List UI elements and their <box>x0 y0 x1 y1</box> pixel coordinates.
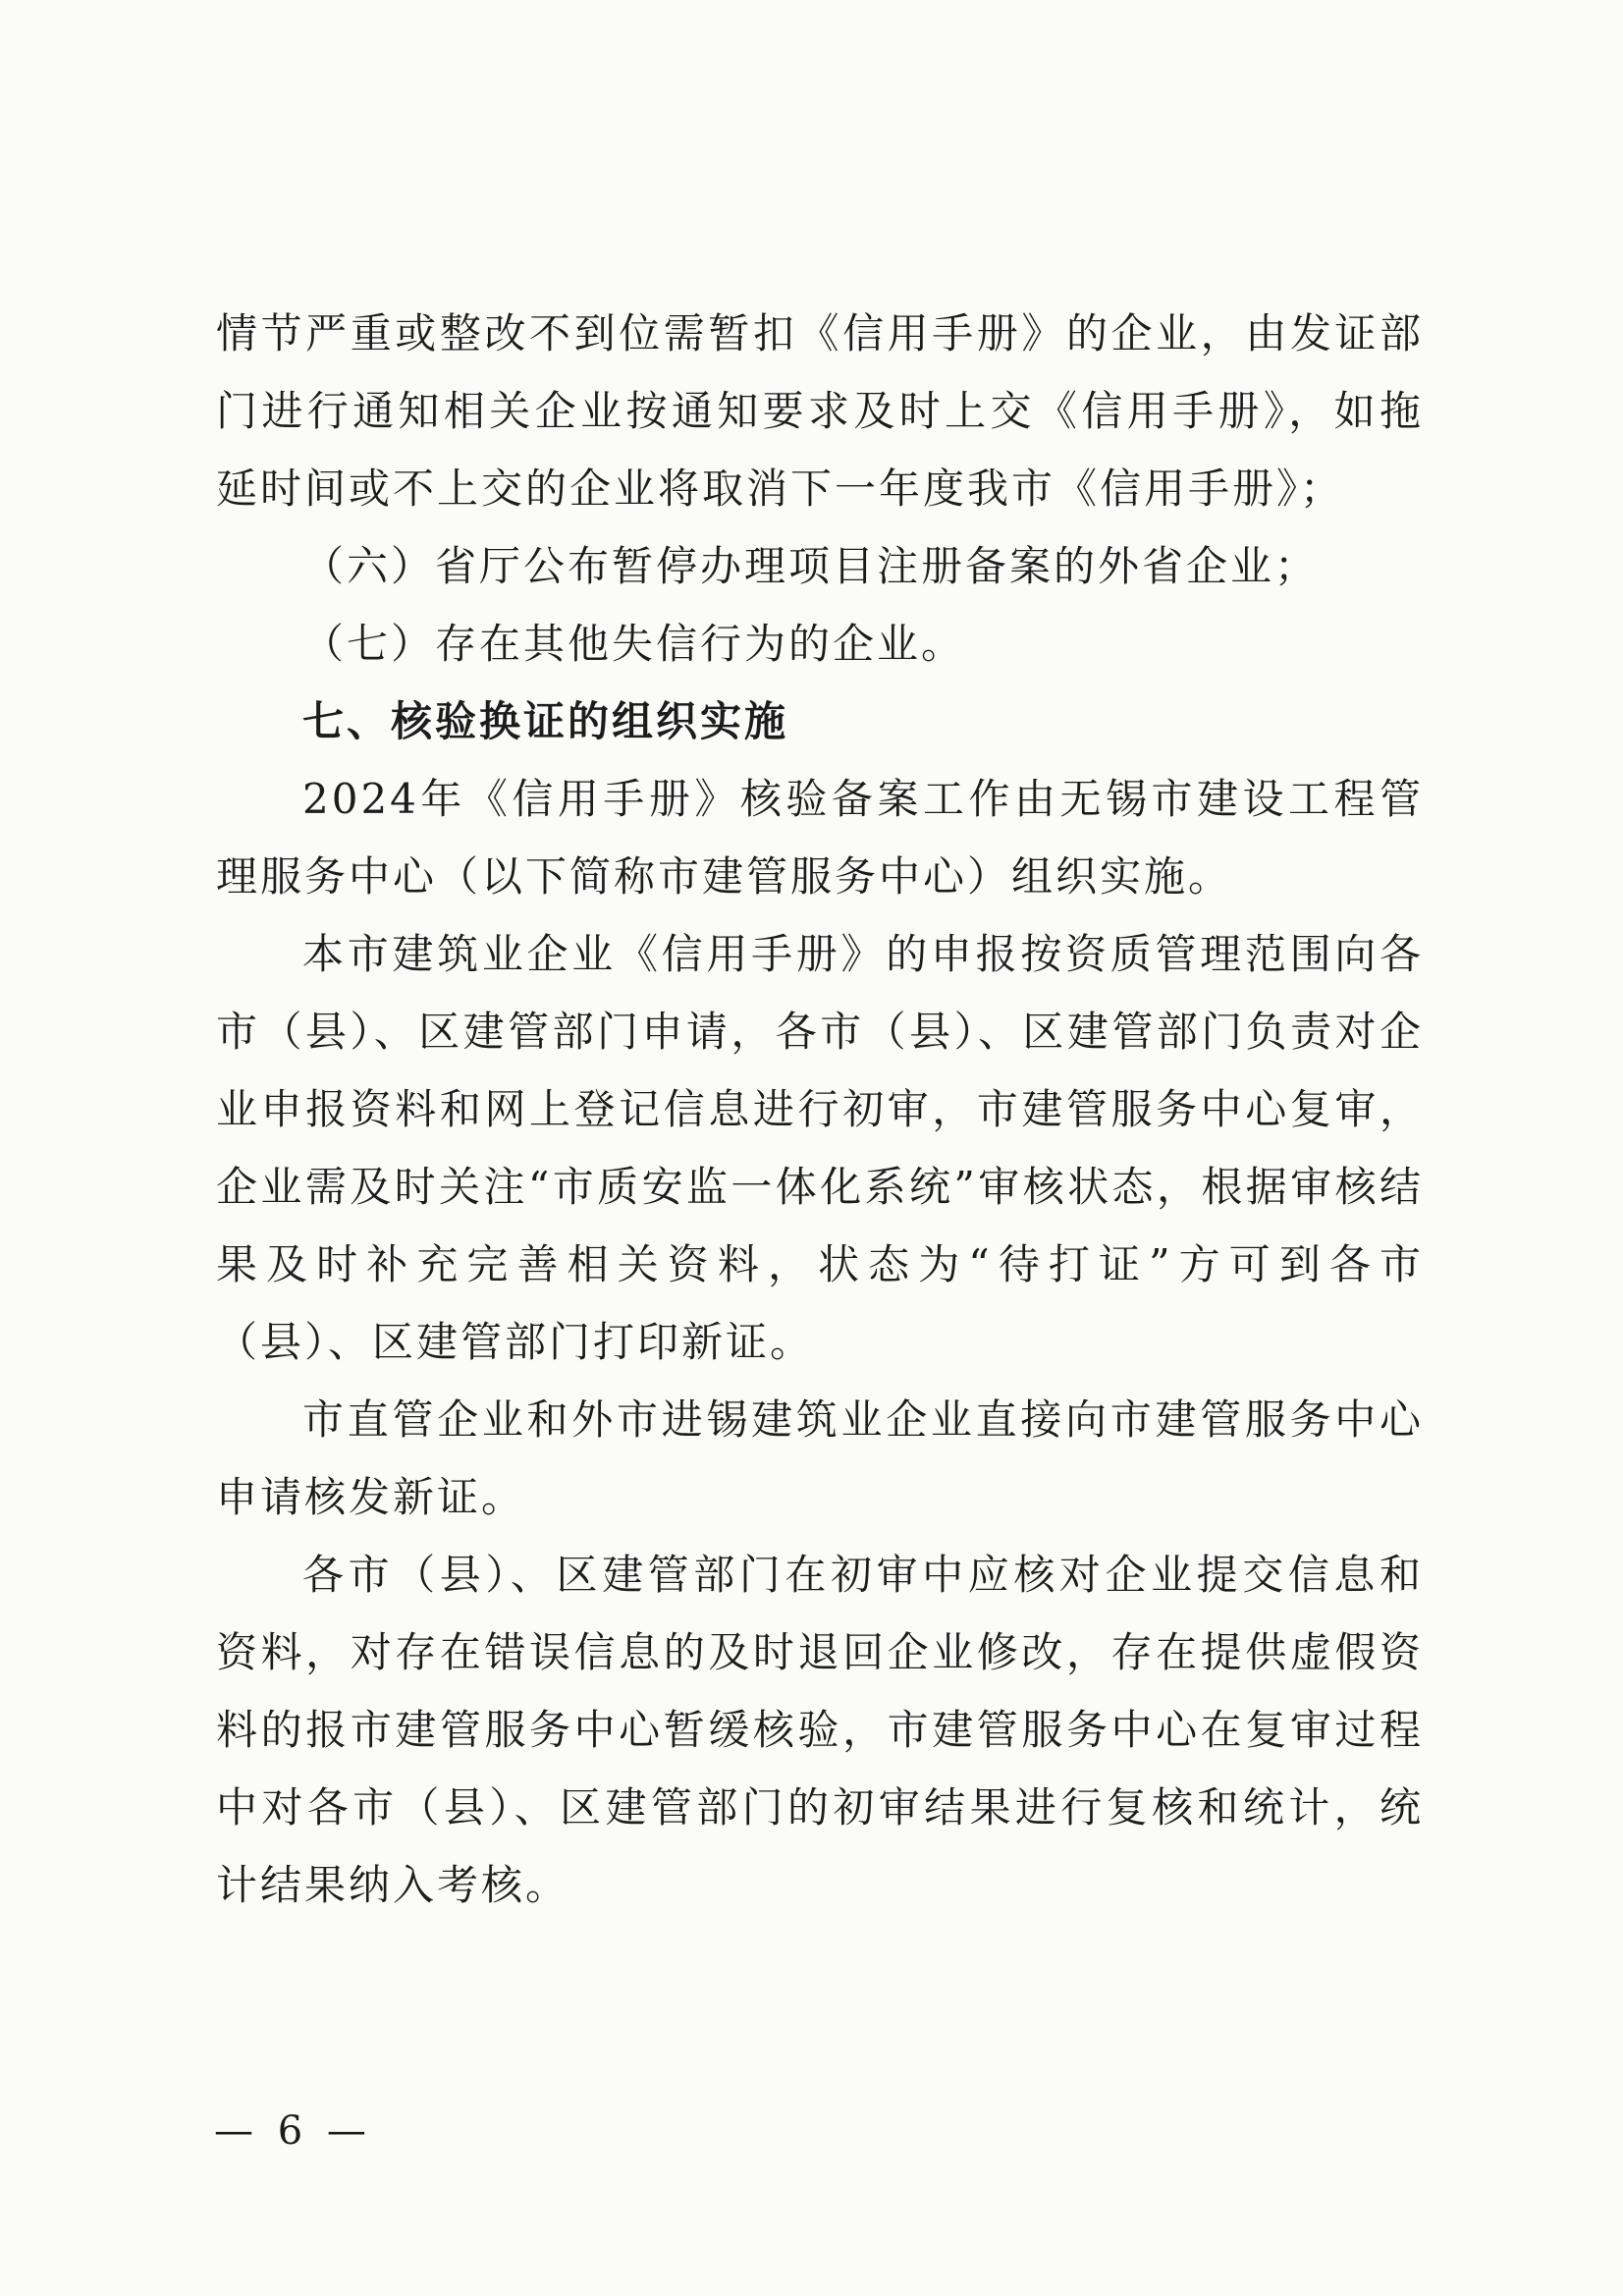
page-number: — 6 — <box>214 2108 372 2154</box>
paragraph-review: 各市（县）、区建管部门在初审中应核对企业提交信息和资料，对存在错误信息的及时退回企业修改，存在提供虚假资料的报市建管服务中心暂缓核验，市建管服务中心在复审过程中对各市（县）、区建管部门的初审结果进行复核和统计，统计结果纳入考核。 <box>216 1551 1424 1909</box>
paragraph-organization: 2024年《信用手册》核验备案工作由无锡市建设工程管理服务中心（以下简称市建管服务中心）组织实施。 <box>216 775 1424 901</box>
list-item-seven: （七）存在其他失信行为的企业。 <box>302 620 966 668</box>
section-heading: 七、核验换证的组织实施 <box>302 697 789 745</box>
paragraph-continuation: 情节严重或整改不到位需暂扣《信用手册》的企业，由发证部门进行通知相关企业按通知要求及时上交《信用手册》，如拖延时间或不上交的企业将取消下一年度我市《信用手册》； <box>216 309 1424 513</box>
paragraph-direct-management: 市直管企业和外市进锡建筑业企业直接向市建管服务中心申请核发新证。 <box>216 1395 1424 1521</box>
paragraph-application: 本市建筑业企业《信用手册》的申报按资质管理范围向各市（县）、区建管部门申请，各市（县）、区建管部门负责对企业申报资料和网上登记信息进行初审，市建管服务中心复审，企业需及时关注“市质安监一体化系统”审核状态，根据审核结果及时补充完善相关资料，状态为“待打证”方可到各市（县）、区建管部门打印新证。 <box>216 930 1424 1366</box>
list-item-six: （六）省厅公布暂停办理项目注册备案的外省企业； <box>302 542 1320 590</box>
document-body <box>216 295 1424 1924</box>
